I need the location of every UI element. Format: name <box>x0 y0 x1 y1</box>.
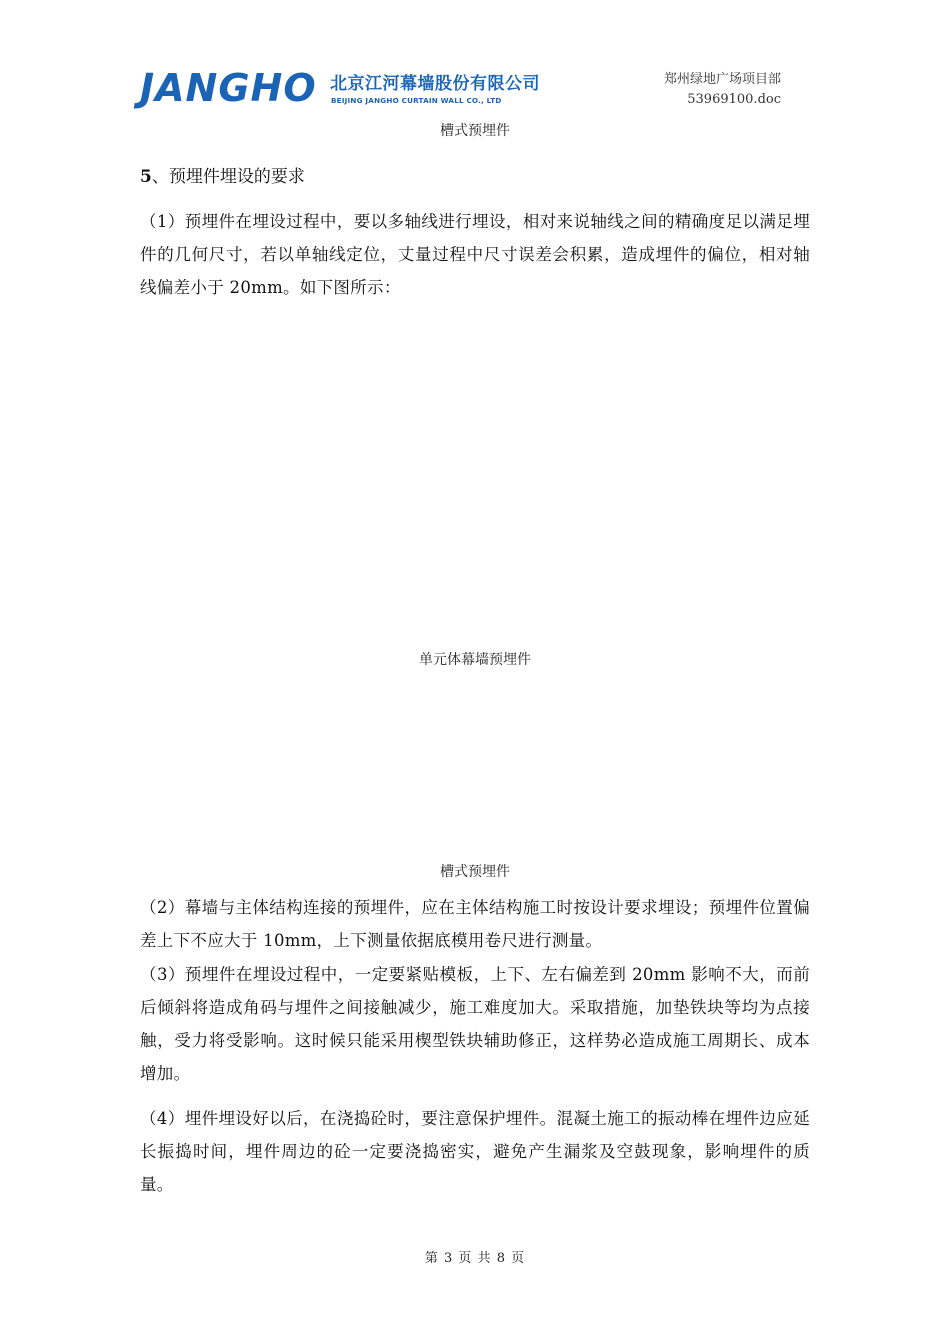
caption-top: 槽式预埋件 <box>440 123 510 139</box>
company-name-en: BEIJING JANGHO CURTAIN WALL CO., LTD <box>331 96 502 105</box>
page-header <box>0 0 950 120</box>
section-heading <box>140 164 305 190</box>
figure-unit-embed-placeholder <box>140 310 810 640</box>
page-footer: 第 3 页 共 8 页 <box>424 1251 526 1266</box>
company-name-cn: 北京江河幕墙股份有限公司 <box>330 74 540 94</box>
paragraph-4: （4）埋件埋设好以后，在浇捣砼时，要注意保护埋件。混凝土施工的振动棒在埋件边应延长振捣时间，埋件周边的砼一定要浇捣密实，避免产生漏浆及空鼓现象，影响埋件的质量。 <box>140 1109 810 1194</box>
section-number: 5 <box>140 167 152 187</box>
figure-groove-embed-placeholder <box>140 675 810 855</box>
header-info <box>664 70 781 110</box>
paragraph-1: （1）预埋件在埋设过程中，要以多轴线进行埋设，相对来说轴线之间的精确度足以满足埋件的几何尺寸，若以单轴线定位，丈量过程中尺寸误差会积累，造成埋件的偏位，相对轴线偏差小于 20mm。如下图所示： <box>140 212 810 297</box>
paragraph-3: （3）预埋件在埋设过程中，一定要紧贴模板，上下、左右偏差到 20mm 影响不大，而前后倾斜将造成角码与埋件之间接触减少，施工难度加大。采取措施，加垫铁块等均为点接触，受力将受影响。这时候只能采用楔型铁块辅助修正，这样势必造成施工周期长、成本增加。 <box>140 965 810 1083</box>
jangho-logo: JANGHO <box>140 66 317 110</box>
section-title: 、预埋件埋设的要求 <box>151 167 305 187</box>
file-name: 53969100.doc <box>687 92 781 107</box>
paragraph-2: （2）幕墙与主体结构连接的预埋件，应在主体结构施工时按设计要求埋设；预埋件位置偏差上下不应大于 10mm，上下测量依据底模用卷尺进行测量。 <box>140 898 810 950</box>
project-name: 郑州绿地广场项目部 <box>663 72 781 87</box>
caption-unit-embed: 单元体幕墙预埋件 <box>419 652 531 668</box>
caption-groove-embed: 槽式预埋件 <box>440 864 510 880</box>
